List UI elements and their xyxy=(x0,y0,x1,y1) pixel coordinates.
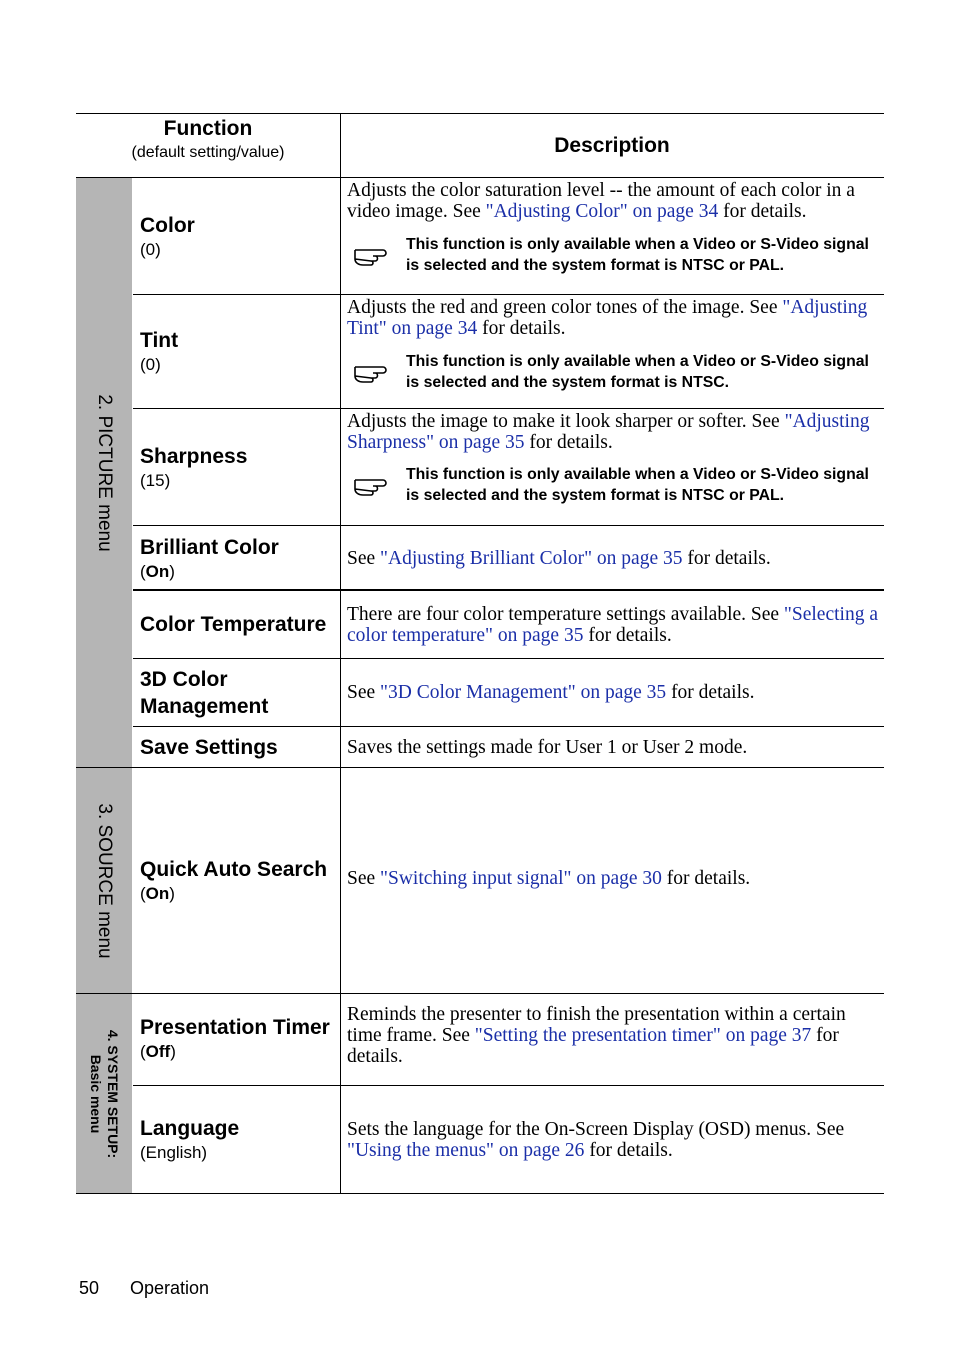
function-color-temperature xyxy=(140,591,336,658)
user1-label: User 1 xyxy=(565,736,617,758)
system-menu-bar xyxy=(76,994,132,1194)
description-color xyxy=(347,180,881,222)
function-3d-color-management xyxy=(140,659,336,726)
function-default: (0) xyxy=(140,239,161,259)
note-sharpness xyxy=(352,464,872,508)
function-brilliant-color xyxy=(140,526,336,590)
description-text: for details. xyxy=(718,201,807,222)
function-default: (Off) xyxy=(140,1041,176,1061)
pointing-hand-icon xyxy=(352,474,392,496)
section-name: Operation xyxy=(130,1278,210,1298)
function-name: Brilliant Color xyxy=(140,535,279,559)
description-text: Sets the language for the On-Screen Display (OSD) menus. See xyxy=(347,1118,845,1140)
function-default: (On) xyxy=(140,561,175,581)
function-name: 3D Color Management xyxy=(140,667,269,718)
function-header-title: Function xyxy=(163,117,253,140)
description-text: See xyxy=(347,547,381,569)
description-sharpness xyxy=(347,411,881,453)
description-text: Adjusts the image to make it look sharper or softer. See xyxy=(347,411,785,432)
function-name: Save Settings xyxy=(140,735,278,759)
description-text: for details. xyxy=(682,547,771,569)
function-name: Presentation Timer xyxy=(140,1015,330,1039)
description-header: Description xyxy=(554,134,670,157)
note-tint xyxy=(352,351,872,395)
note-text: This function is only available when a Video or S-Video signal is selected and the system format is NTSC or PAL. xyxy=(406,236,869,274)
description-text: Reminds the presenter to finish the presentation within a certain time frame. See xyxy=(347,1004,846,1046)
function-presentation-timer xyxy=(140,994,336,1082)
function-save-settings xyxy=(140,727,336,767)
function-name: Color xyxy=(140,213,195,237)
link-adjusting-tint[interactable]: "Adjusting Tint" on page 34 xyxy=(347,297,868,339)
description-text: for details. xyxy=(477,318,566,339)
description-text: or xyxy=(616,736,643,758)
description-text: Adjusts the color saturation level -- the amount of each color in a video image. See xyxy=(347,180,855,222)
description-text: See xyxy=(347,867,381,889)
description-quick-auto-search xyxy=(347,768,881,988)
function-name: Tint xyxy=(140,329,179,352)
description-text: Adjusts the red and green color tones of the image. See xyxy=(347,297,783,318)
function-language xyxy=(140,1086,336,1193)
source-menu-bar xyxy=(76,768,132,994)
system-menu-label xyxy=(87,1030,121,1158)
page-number: 50 xyxy=(79,1278,100,1298)
function-default: (English) xyxy=(140,1143,208,1162)
picture-menu-label: 2. PICTURE menu xyxy=(94,394,115,552)
link-using-the-menus[interactable]: "Using the menus" on page 26 xyxy=(347,1139,585,1161)
function-name: Language xyxy=(140,1117,240,1140)
column-divider xyxy=(340,113,341,1194)
description-3d-color-management xyxy=(347,659,881,726)
description-save-settings xyxy=(347,727,881,767)
description-text: for details. xyxy=(347,1025,839,1067)
note-text: This function is only available when a Video or S-Video signal is selected and the system format is NTSC. xyxy=(406,353,869,391)
description-text: mode. xyxy=(694,736,748,758)
function-header xyxy=(76,114,340,178)
function-name: Quick Auto Search xyxy=(140,858,328,881)
function-header-subtitle: (default setting/value) xyxy=(131,144,285,161)
note-color xyxy=(352,234,872,278)
function-color xyxy=(140,178,336,294)
description-color-temperature xyxy=(347,591,881,658)
function-default: (15) xyxy=(140,470,171,490)
description-text: for details. xyxy=(584,1139,673,1161)
description-text: for details. xyxy=(524,432,613,453)
pointing-hand-icon xyxy=(352,361,392,383)
link-selecting-color-temperature[interactable]: "Selecting a color temperature" on page 35 xyxy=(347,603,878,646)
description-text: Saves the settings made for xyxy=(347,736,566,758)
description-presentation-timer xyxy=(347,1004,881,1067)
picture-menu-bar xyxy=(76,178,132,768)
source-menu-label: 3. SOURCE menu xyxy=(94,803,115,959)
description-text: for details. xyxy=(583,624,672,646)
description-text: for details. xyxy=(661,867,751,889)
page-footer xyxy=(79,1278,209,1299)
note-text: This function is only available when a Video or S-Video signal is selected and the system format is NTSC or PAL. xyxy=(406,466,869,504)
function-quick-auto-search xyxy=(140,768,336,993)
function-sharpness xyxy=(140,409,336,525)
function-name: Color Temperature xyxy=(140,613,327,636)
function-tint xyxy=(140,295,336,408)
description-brilliant-color xyxy=(347,526,881,590)
description-text: There are four color temperature settings available. See xyxy=(347,603,784,625)
pointing-hand-icon xyxy=(352,244,392,266)
function-default: (On) xyxy=(140,884,175,903)
link-adjusting-color[interactable]: "Adjusting Color" on page 34 xyxy=(485,201,719,222)
link-adjusting-brilliant-color[interactable]: "Adjusting Brilliant Color" on page 35 xyxy=(380,547,683,569)
link-3d-color-management[interactable]: "3D Color Management" on page 35 xyxy=(380,682,667,703)
link-switching-input-signal[interactable]: "Switching input signal" on page 30 xyxy=(380,867,662,889)
description-tint xyxy=(347,297,881,339)
description-language xyxy=(347,1086,881,1193)
link-setting-presentation-timer[interactable]: "Setting the presentation timer" on page 37 xyxy=(474,1025,812,1046)
user2-label: User 2 xyxy=(642,736,695,758)
description-text: See xyxy=(347,682,381,703)
system-menu-label-line2: Basic menu xyxy=(88,1054,104,1134)
function-name: Sharpness xyxy=(140,444,248,468)
system-menu-label-line1: 4. SYSTEM SETUP: xyxy=(105,1029,121,1159)
description-text: for details. xyxy=(666,682,755,703)
function-default: (0) xyxy=(140,355,161,374)
link-adjusting-sharpness[interactable]: "Adjusting Sharpness" on page 35 xyxy=(347,411,870,453)
table-bottom-border xyxy=(76,1193,884,1194)
